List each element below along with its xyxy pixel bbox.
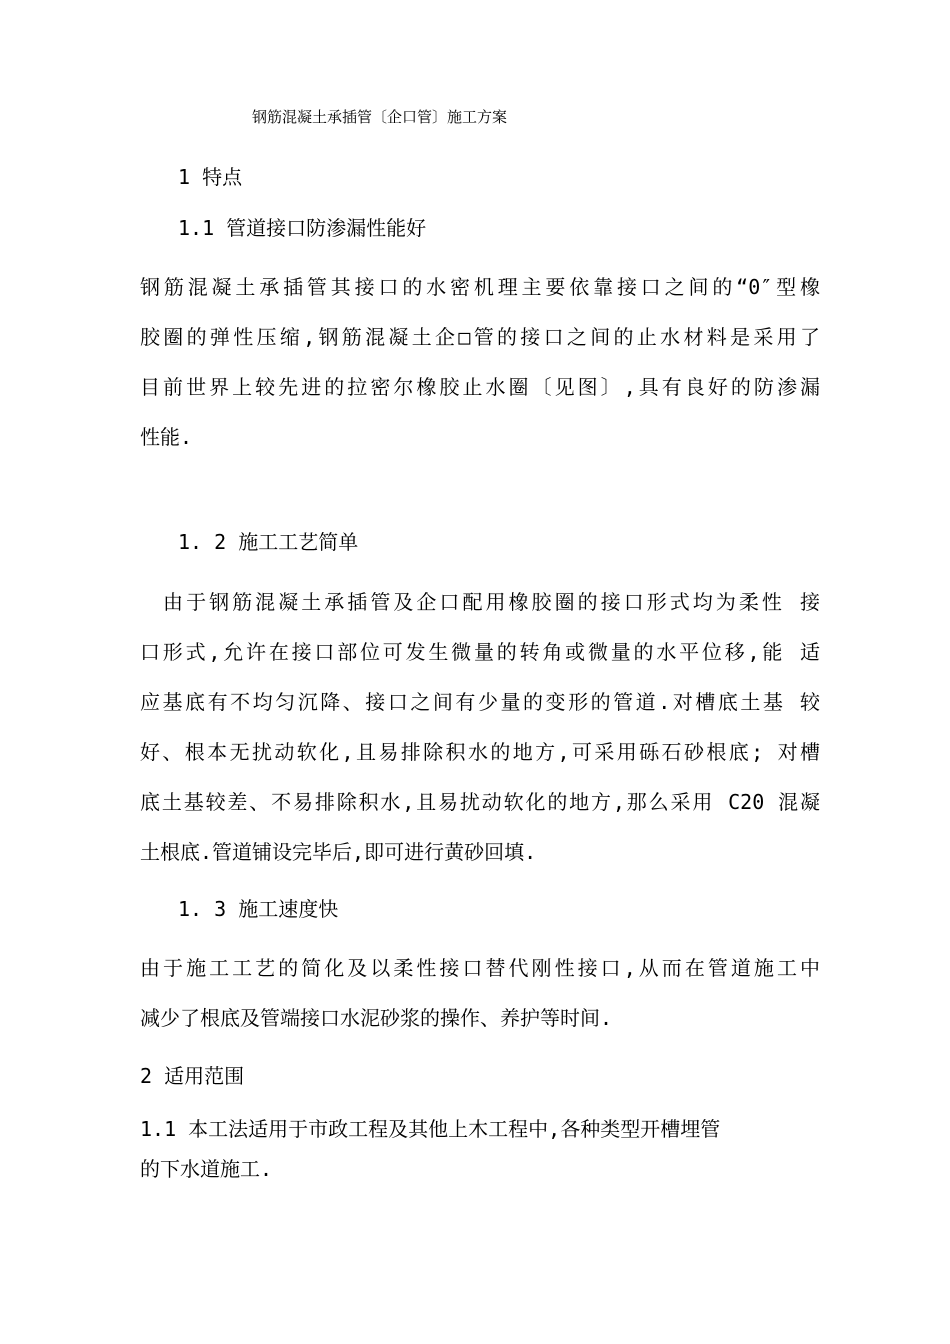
- text-line: 底土基较差、不易排除积水,且易扰动软化的地方,那么采用 C20 混凝: [140, 790, 820, 814]
- text-line: 口形式,允许在接口部位可发生微量的转角或微量的水平位移,能 适: [140, 640, 820, 664]
- text-line: 由于钢筋混凝土承插管及企口配用橡胶圈的接口形式均为柔性 接: [140, 590, 820, 614]
- paragraph-1-3: [140, 943, 820, 1043]
- text-line: 减少了根底及管端接口水泥砂浆的操作、养护等时间.: [140, 1006, 613, 1030]
- paragraph-1-1: [140, 262, 820, 462]
- text-line: 应基底有不均匀沉降、接口之间有少量的变形的管道.对槽底土基 较: [140, 690, 820, 714]
- section-heading-1: 1 特点: [178, 165, 243, 189]
- section-heading-1-2: 1. 2 施工工艺简单: [178, 530, 359, 554]
- text-line: 土根底.管道铺设完毕后,即可进行黄砂回填.: [140, 840, 537, 864]
- text-line: 由于施工工艺的简化及以柔性接口替代刚性接口,从而在管道施工中: [140, 956, 820, 980]
- text-line: 好、根本无扰动软化,且易排除积水的地方,可采用砾石砂根底; 对槽: [140, 740, 820, 764]
- document-title: 钢筋混凝土承插管〔企口管〕施工方案: [252, 108, 508, 126]
- text-line: 钢筋混凝土承插管其接口的水密机理主要依靠接口之间的“0″型橡: [140, 275, 820, 299]
- text-line: 1.1 本工法适用于市政工程及其他上木工程中,各种类型开槽埋管: [140, 1117, 721, 1141]
- section-heading-1-3: 1. 3 施工速度快: [178, 897, 339, 921]
- paragraph-1-2: [140, 577, 820, 877]
- section-heading-2: 2 适用范围: [140, 1064, 245, 1088]
- text-line: 目前世界上较先进的拉密尔橡胶止水圈〔见图〕,具有良好的防渗漏: [140, 375, 820, 399]
- text-line: 胶圈的弹性压缩,钢筋混凝土企□管的接口之间的止水材料是采用了: [140, 325, 820, 349]
- section-heading-1-1: 1.1 管道接口防渗漏性能好: [178, 216, 427, 240]
- text-line: 的下水道施工.: [140, 1157, 273, 1181]
- paragraph-2-1: [140, 1109, 800, 1189]
- text-line: 性能.: [140, 425, 193, 449]
